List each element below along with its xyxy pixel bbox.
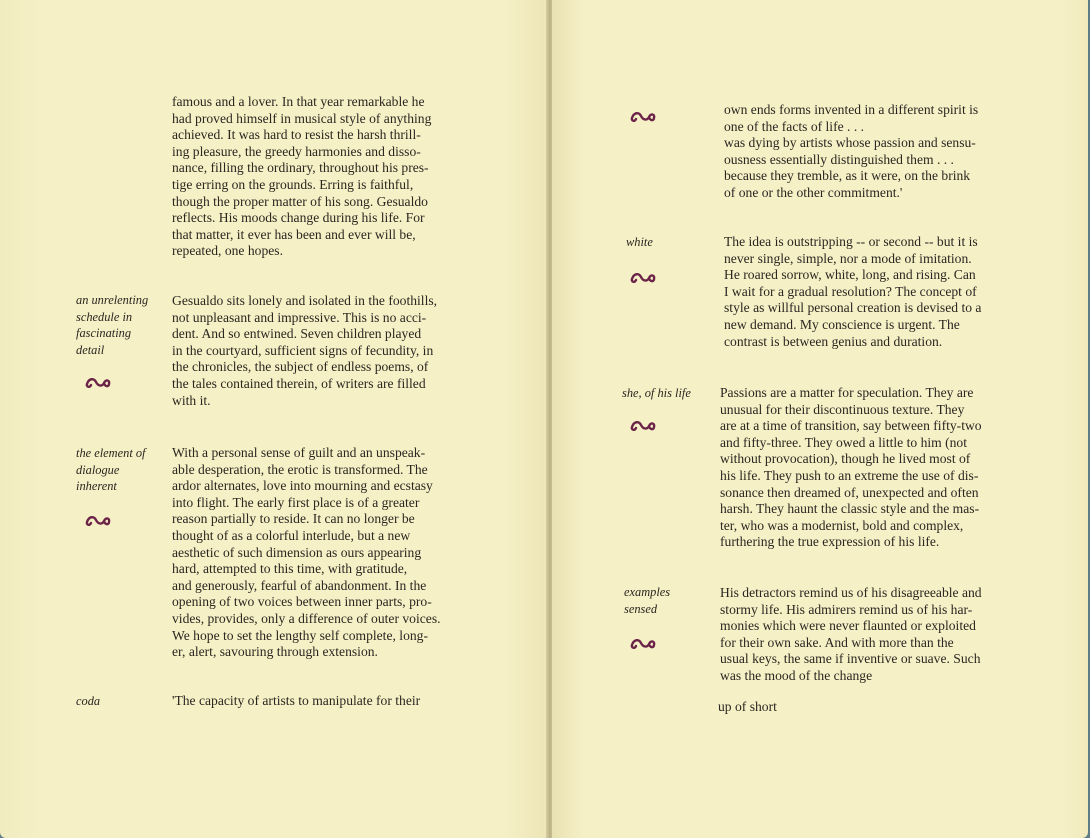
side-note-unrelenting: an unrelenting schedule in fascinating detail [76, 293, 149, 357]
side-note-examples-sensed: examples sensed [624, 585, 671, 616]
entry-own-ends: own ends forms invented in a different spirit is one of the facts of life . . . was dying by artists whose passion and sensu- ousness essentially distinguished them . . . because they tremble, as it were, on the brink of one or the other commitment.' [724, 102, 979, 200]
entry-detractors: His detractors remind us of his disagreeable and stormy life. His admirers remind us of his har- monies which were never flaunted or exploited for their own sake. And with more than the usual keys, the same if inventive or suave. Such was the mood of the change [720, 585, 982, 683]
entry-idea-outstripping: The idea is outstripping -- or second -- but it is never single, simple, nor a mode of imitation. He roared sorrow, white, long, and rising. Can I wait for a gradual resolution? The concept of style as willful personal creation is devised to a new demand. My conscience is urgent. The contrast is between genius and duration. [724, 234, 982, 349]
scroll-flourish-icon [85, 375, 111, 389]
side-note-she-of-his-life: she, of his life [622, 386, 691, 400]
scroll-flourish-icon [630, 418, 656, 432]
scroll-flourish-icon [630, 109, 656, 123]
entry-gesualdo-sits: Gesualdo sits lonely and isolated in the foothills, not unpleasant and impressive. This is no acci- dent. And so entwined. Seven children played in the courtyard, sufficient signs of fecundity, in the chronicles, the subject of endless poems, of the tales contained therein, of writers are filled with it. [172, 293, 438, 408]
scroll-flourish-icon [630, 636, 656, 650]
entry-personal-sense-guilt: With a personal sense of guilt and an unspeak- able desperation, the erotic is transformed. The ardor alternates, love into mourning and ecstasy into flight. The early first place is of a greater reason partially to reside. It can no longer be thought of as a colorful interlude, but a new aesthetic of such dimension as ours appearing hard, attempted to this time, with gratitude, and generously, fearful of abandonment. In the opening of two voices between inner parts, pro- vides, provides, only a difference of outer voices. We hope to set the lengthy self complete, long- er, alert, savouring through extension. [172, 445, 441, 660]
side-note-dialogue: the element of dialogue inherent [76, 446, 146, 494]
scroll-flourish-icon [630, 270, 656, 284]
right-page [552, 0, 1088, 838]
entry-up-of-short: up of short [718, 699, 777, 714]
entry-coda: 'The capacity of artists to manipulate for their [172, 693, 421, 708]
side-note-coda: coda [76, 694, 101, 708]
opening-paragraph: famous and a lover. In that year remarkable he had proved himself in musical style of anything achieved. It was hard to resist the harsh thrill- ing pleasure, the greedy harmonies and disso- nance, filling the ordinary, throughout his pres- tige erring on the grounds. Erring is faithful, though the proper matter of his song. Gesualdo reflects. His moods change during his life. For that matter, it ever has been and ever will be, repeated, one hopes. [172, 94, 432, 259]
side-note-white: white [626, 235, 653, 249]
scroll-flourish-icon [85, 513, 111, 527]
entry-passions: Passions are a matter for speculation. They are unusual for their discontinuous texture. They are at a time of transition, say between fifty-two and fifty-three. They owed a little to him (not without provocation), though he lived most of his life. They push to an extreme the use of dis- sonance then dreamed of, unexpected and often harsh. They haunt the classic style and the mas- ter, who was a modernist, bold and complex, furthering the true expression of his life. [720, 385, 982, 550]
